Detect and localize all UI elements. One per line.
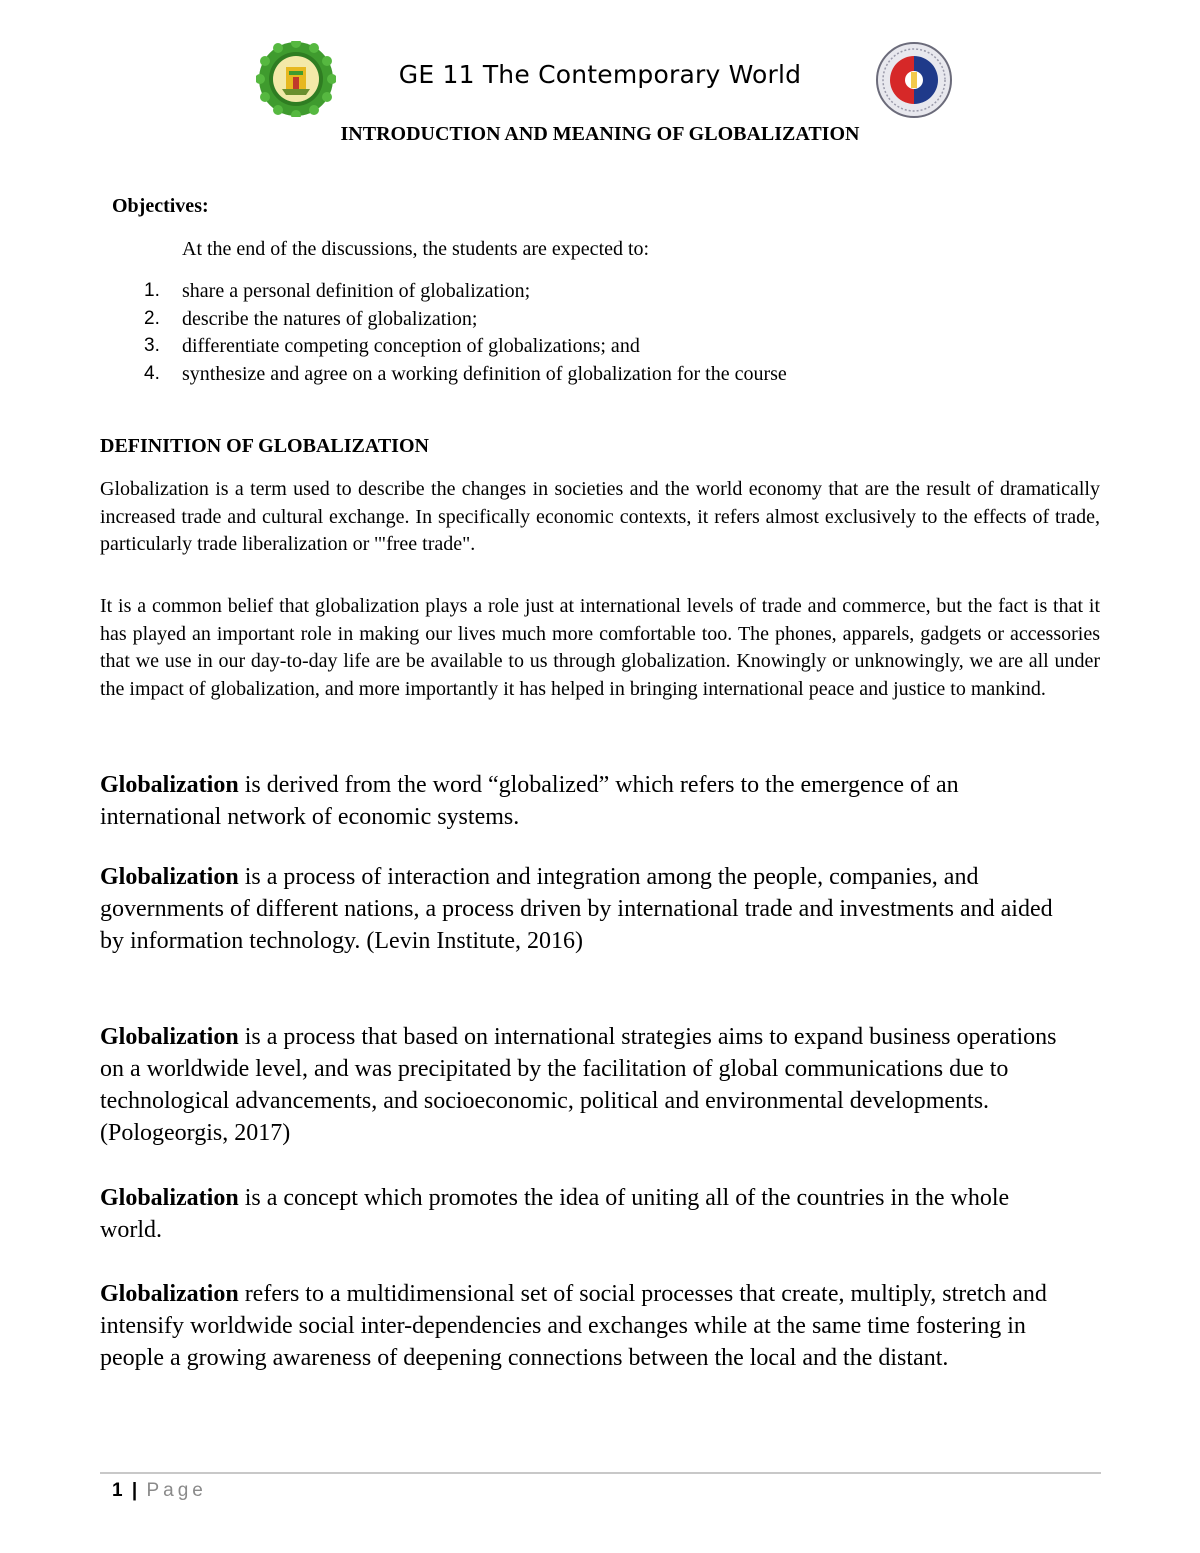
list-item-number: 4. (144, 362, 160, 384)
list-item-text: synthesize and agree on a working definition of globalization for the course (182, 362, 787, 385)
list-item-text: share a personal definition of globalization; (182, 280, 531, 302)
definition-item (100, 1278, 1060, 1374)
list-item (144, 363, 787, 391)
definition-term: Globalization (100, 1185, 239, 1211)
list-item-number: 3. (144, 335, 160, 356)
list-item (144, 308, 787, 336)
footer-divider (100, 1472, 1101, 1474)
objectives-label: Objectives: (112, 195, 209, 217)
definition-paragraph: Globalization is a term used to describe the changes in societies and the world economy that are the result of dramatically increased trade and cultural exchange. In specifically economic contexts, it refers almost exclusively to the effects of trade, particularly trade liberalization or '"free trade". (100, 478, 1100, 555)
page-footer (112, 1480, 207, 1502)
page-word: Page (146, 1480, 207, 1501)
definition-term: Globalization (100, 772, 239, 798)
definition-term: Globalization (100, 864, 239, 890)
page-separator: | (131, 1480, 138, 1501)
definition-text: is a process of interaction and integration among the people, companies, and governments of different nations, a process driven by international trade and investments and aided by information technology. (Levin Institute, 2016) (100, 864, 1053, 954)
definition-text: refers to a multidimensional set of social processes that create, multiply, stretch and intensify worldwide social inter-dependencies and exchanges while at the same time fostering in people a growing awareness of deepening connections between the local and the distant. (100, 1281, 1047, 1371)
definition-item (100, 1021, 1060, 1149)
definition-term: Globalization (100, 1024, 239, 1050)
definition-text: is a process that based on international strategies aims to expand business operations on a worldwide level, and was precipitated by the facilitation of global communications due to technological advancements, and socioeconomic, political and environmental developments. (Pologeorgis, 2017) (100, 1024, 1057, 1146)
list-item (144, 280, 787, 308)
list-item-number: 2. (144, 307, 160, 329)
objectives-list (144, 280, 787, 390)
definition-item (100, 1182, 1060, 1246)
context-paragraph: It is a common belief that globalization plays a role just at international levels of trade and commerce, but the fact is that it has played an important role in making our lives much more comfortable too. The phones, apparels, gadgets or accessories that we use in our day-to-day life are be available to us through globalization. Knowingly or unknowingly, we are all under the impact of globalization, and more importantly it has helped in bringing international peace and justice to mankind. (100, 595, 1100, 700)
course-title: GE 11 The Contemporary World (398, 60, 802, 89)
definition-item (100, 769, 1060, 833)
objectives-intro: At the end of the discussions, the students are expected to: (182, 238, 650, 260)
lesson-title: INTRODUCTION AND MEANING OF GLOBALIZATION (340, 123, 860, 145)
list-item-text: describe the natures of globalization; (182, 307, 478, 330)
list-item-number: 1. (144, 280, 160, 301)
list-item (144, 335, 787, 363)
list-item-text: differentiate competing conception of globalizations; and (182, 335, 640, 357)
definition-text: is a concept which promotes the idea of uniting all of the countries in the whole world. (100, 1185, 1010, 1243)
page-number: 1 (112, 1480, 123, 1501)
definition-text: is derived from the word “globalized” which refers to the emergence of an international network of economic systems. (100, 772, 959, 830)
section-heading: DEFINITION OF GLOBALIZATION (100, 435, 429, 457)
definition-item (100, 861, 1060, 957)
definition-term: Globalization (100, 1281, 239, 1307)
